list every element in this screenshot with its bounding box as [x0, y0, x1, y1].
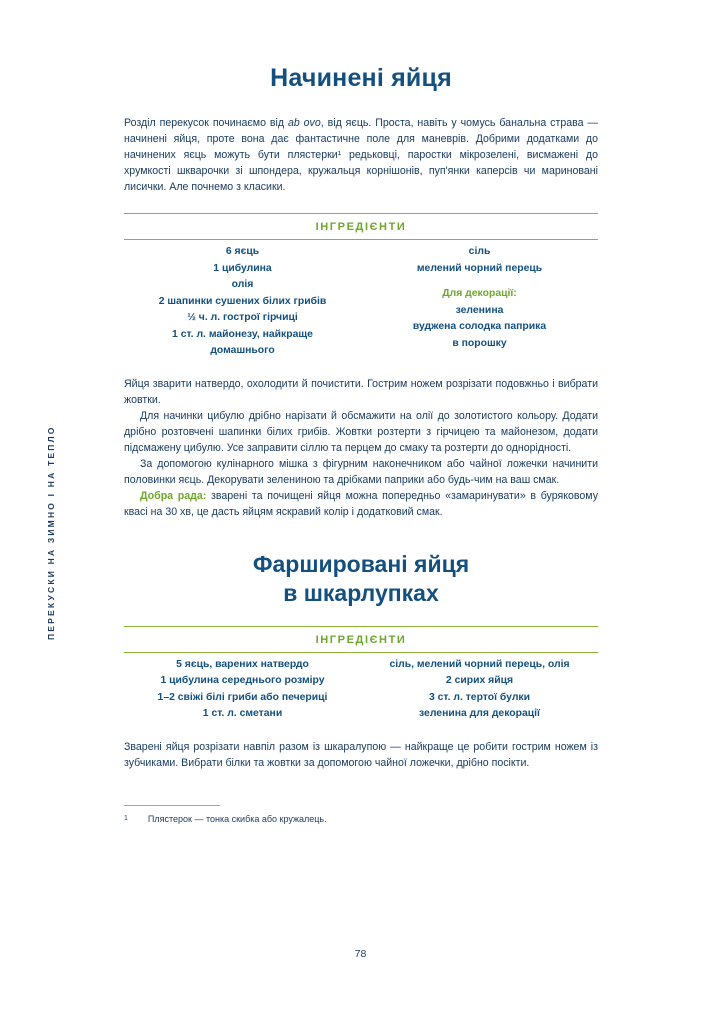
ingredient-item: 6 яєць: [225, 246, 260, 258]
recipe-1-ingredients: [124, 213, 598, 359]
ingredient-item: 3 ст. л. тертої булки: [428, 691, 531, 703]
footnote-divider: [124, 805, 220, 806]
recipe-2-title-line-2: в шкарлупках: [283, 580, 439, 607]
ingredient-item: 1 цибулина середнього розміру: [160, 675, 325, 687]
tip-text: зварені та почищені яйця можна попередньо «замаринувати» в буряковому квасі на 30 хв, це дасть яйцям яскравий колір і додатковий смак.: [124, 490, 598, 519]
decoration-item: в порошку: [452, 337, 507, 349]
recipe-tip: [124, 488, 598, 520]
ingredient-item: мелений чорний перець: [416, 262, 543, 274]
recipe-2-ingredients: [124, 626, 598, 723]
ingredients-left-column: [124, 657, 361, 723]
footnote-number: 1: [124, 814, 128, 822]
ingredients-right-column: [361, 244, 598, 359]
ingredient-item: 1 цибулина: [213, 262, 272, 274]
recipe-step: Яйця зварити натвердо, охолодити й почистити. Гострим ножем розрізати подовжньо і вибрати жовтки.: [124, 377, 598, 406]
content-column: [124, 50, 598, 824]
ingredient-item: 1 ст. л. сметани: [202, 708, 283, 720]
intro-part-2: , від яєць. Проста, навіть у чомусь банальна страва — начинені яйця, проте вона дає фантастичне поле для маневрів. Добрими додатками до начинених яєць можуть бути плястерки¹ редьковці, паростки мікрозелені, висмажені до хрумкості шкварочки зі шпондера, кружальця корнішонів, пуп'янки каперсів чи мариновані лисички. Але почнемо з класики.: [124, 117, 599, 194]
decoration-header: Для декорації:: [442, 288, 517, 300]
ingredient-item: зеленина для декорації: [419, 708, 540, 720]
page-number: 78: [354, 948, 367, 960]
recipe-2-steps: [124, 739, 598, 771]
ingredients-header: ІНГРЕДІЄНТИ: [315, 221, 407, 234]
recipe-1-steps: [124, 376, 598, 521]
ingredient-item: домашнього: [210, 345, 275, 357]
ingredients-right-column: [361, 657, 598, 723]
ingredient-item: 5 яєць, варених натвердо: [176, 658, 309, 670]
decoration-item: зеленина: [455, 304, 504, 316]
ingredient-item: сіль: [468, 246, 491, 258]
intro-part-1: Розділ перекусок починаємо від: [124, 117, 288, 129]
ingredients-header: ІНГРЕДІЄНТИ: [315, 633, 407, 646]
decoration-item: вуджена солодка паприка: [412, 321, 547, 333]
recipe-step: За допомогою кулінарного мішка з фігурним наконечником або чайної ложечки начинити половинки яєць. Декорувати зелениною та дрібками паприки або будь-чим на ваш смак.: [124, 458, 598, 487]
footnote-text: Плястерок — тонка скибка або кружалець.: [147, 813, 327, 824]
recipe-step: Зварені яйця розрізати навпіл разом із шкаралупою — найкраще це робити гострим ножем із зубчиками. Вибрати білки та жовтки за допомогою чайної ложечки, дрібно посікти.: [124, 740, 598, 769]
recipe-step: Для начинки цибулю дрібно нарізати й обсмажити на олії до золотистого кольору. Додати дрібно розтовчені шапинки білих грибів. Жовтки розтерти з гірчицею та майонезом, додати підсмажену цибулю. Усе заправити сіллю та перцем до смаку та розтерти до однорідності.: [124, 409, 598, 454]
ingredient-item: олія: [231, 279, 254, 291]
recipe-2-title-line-1: Фаршировані яйця: [252, 551, 470, 578]
footnote: [124, 814, 598, 824]
ingredient-item: сіль, мелений чорний перець, олія: [389, 658, 570, 670]
ingredient-item: 2 шапинки сушених білих грибів: [158, 295, 327, 307]
recipe-1-intro: [124, 115, 598, 195]
tip-label: Добра рада:: [140, 490, 207, 503]
ingredients-left-column: [124, 244, 361, 359]
ingredient-item: 2 сирих яйця: [445, 675, 514, 687]
intro-italic: ab ovo: [287, 117, 321, 129]
ingredient-item: 1–2 свіжі білі гриби або печериці: [157, 691, 328, 703]
ingredient-item: 1 ст. л. майонезу, найкраще: [172, 328, 313, 340]
running-side-label: ПЕРЕКУСКИ НА ЗИМНО І НА ТЕПЛО: [46, 425, 56, 640]
recipe-2-title: [124, 550, 598, 608]
ingredient-item: ½ ч. л. гострої гірчиці: [187, 312, 298, 324]
recipe-1-title: Начинені яйця: [270, 64, 452, 92]
